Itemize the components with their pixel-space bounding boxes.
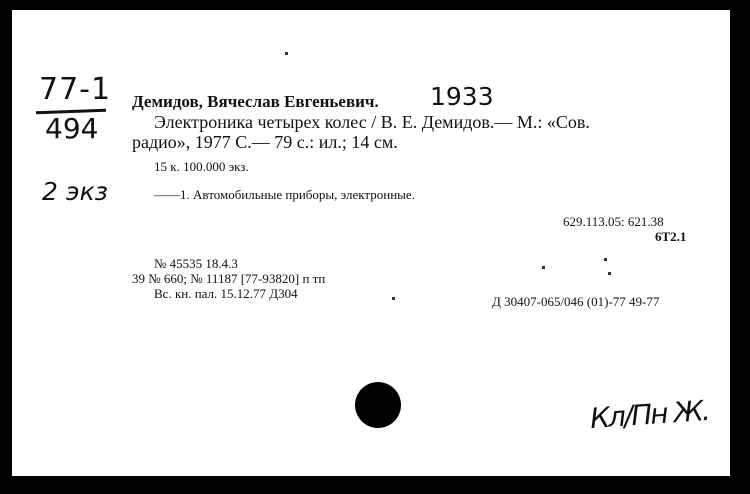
- udc-classification: 629.113.05: 621.38: [563, 214, 664, 229]
- speck: [608, 272, 611, 275]
- registration-line-3: Вс. кн. пал. 15.12.77 Д304: [154, 286, 298, 301]
- title-line-1: Электроника четырех колес / В. Е. Демидов.— М.: «Сов.: [154, 112, 590, 132]
- punch-hole: [355, 382, 401, 428]
- title-line-2: радио», 1977 С.— 79 с.: ил.; 14 см.: [132, 132, 398, 152]
- speck: [604, 258, 607, 261]
- bbk-classification: 6Т2.1: [655, 229, 687, 244]
- shelf-mark-bottom: 494: [45, 112, 99, 145]
- catalog-card: [12, 10, 730, 476]
- handwritten-initials: Кл/Пн Ж.: [588, 393, 710, 436]
- price-and-print-run: 15 к. 100.000 экз.: [154, 159, 249, 174]
- copy-count-note: 2 экз: [42, 177, 108, 206]
- speck: [392, 297, 395, 300]
- author-heading: Демидов, Вячеслав Евгеньевич.: [132, 92, 379, 111]
- price-code: Д 30407-065/046 (01)-77 49-77: [492, 294, 660, 309]
- registration-line-2: 39 № 660; № 11187 [77-93820] п тп: [132, 271, 326, 286]
- birth-year-note: 1933: [430, 82, 494, 111]
- shelf-mark-top: 77-1: [39, 72, 112, 107]
- speck: [285, 52, 288, 55]
- subject-heading: ——1. Автомобильные приборы, электронные.: [154, 187, 415, 202]
- speck: [542, 266, 545, 269]
- registration-line-1: № 45535 18.4.3: [154, 256, 238, 271]
